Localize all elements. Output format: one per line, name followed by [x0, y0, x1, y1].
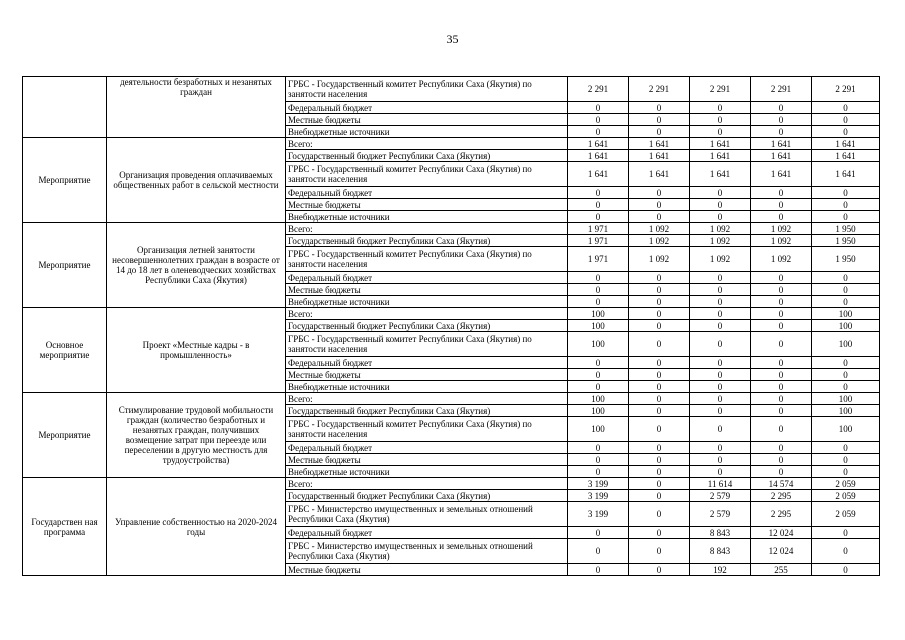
value-cell: 3 199 — [568, 490, 629, 502]
value-cell: 0 — [812, 211, 880, 223]
value-cell: 0 — [629, 393, 690, 405]
value-cell: 0 — [690, 296, 751, 308]
value-cell: 192 — [690, 564, 751, 576]
funding-source-cell: Внебюджетные источники — [286, 126, 568, 138]
value-cell: 0 — [812, 114, 880, 126]
value-cell: 0 — [568, 369, 629, 381]
value-cell: 2 291 — [568, 77, 629, 102]
value-cell: 0 — [629, 478, 690, 490]
funding-source-cell: Государственный бюджет Республики Саха (Якутия) — [286, 320, 568, 332]
value-cell: 0 — [690, 442, 751, 454]
funding-source-cell: Федеральный бюджет — [286, 357, 568, 369]
value-cell: 2 295 — [751, 490, 812, 502]
value-cell: 0 — [690, 466, 751, 478]
page-number: 35 — [446, 32, 459, 46]
funding-source-cell: Местные бюджеты — [286, 114, 568, 126]
funding-source-cell: ГРБС - Министерство имущественных и земельных отношений Республики Саха (Якутия) — [286, 502, 568, 527]
value-cell: 0 — [690, 114, 751, 126]
value-cell: 2 291 — [751, 77, 812, 102]
value-cell: 1 092 — [690, 235, 751, 247]
value-cell: 0 — [629, 502, 690, 527]
funding-source-cell: Внебюджетные источники — [286, 211, 568, 223]
value-cell: 0 — [812, 187, 880, 199]
value-cell: 0 — [751, 442, 812, 454]
value-cell: 0 — [568, 126, 629, 138]
value-cell: 0 — [751, 393, 812, 405]
value-cell: 0 — [629, 539, 690, 564]
row-name-cell: Организация летней занятости несовершеннолетних граждан в возрасте от 14 до 18 лет в оленеводческих хозяйствах Республики Саха (Якутия) — [107, 223, 286, 308]
funding-source-cell: Государственный бюджет Республики Саха (Якутия) — [286, 490, 568, 502]
value-cell: 1 641 — [568, 162, 629, 187]
value-cell: 11 614 — [690, 478, 751, 490]
funding-source-cell: ГРБС - Государственный комитет Республики Саха (Якутия) по занятости населения — [286, 417, 568, 442]
value-cell: 3 199 — [568, 502, 629, 527]
value-cell: 0 — [812, 564, 880, 576]
value-cell: 0 — [751, 308, 812, 320]
funding-source-cell: Всего: — [286, 393, 568, 405]
funding-source-cell: Всего: — [286, 478, 568, 490]
funding-source-cell: Государственный бюджет Республики Саха (Якутия) — [286, 235, 568, 247]
value-cell: 1 092 — [629, 223, 690, 235]
value-cell: 0 — [812, 357, 880, 369]
value-cell: 0 — [690, 417, 751, 442]
value-cell: 0 — [690, 357, 751, 369]
value-cell: 1 641 — [812, 162, 880, 187]
value-cell: 0 — [568, 381, 629, 393]
value-cell: 0 — [629, 296, 690, 308]
value-cell: 0 — [751, 320, 812, 332]
value-cell: 100 — [812, 320, 880, 332]
value-cell: 0 — [812, 454, 880, 466]
value-cell: 0 — [751, 357, 812, 369]
value-cell: 0 — [812, 466, 880, 478]
value-cell: 0 — [690, 284, 751, 296]
row-type-cell: Мероприятие — [23, 138, 107, 223]
row-name-cell: Стимулирование трудовой мобильности граждан (количество безработных и незанятых граждан, получивших возмещение затрат при переезде или переселении в другую местность для трудоустройства) — [107, 393, 286, 478]
funding-source-cell: ГРБС - Министерство имущественных и земельных отношений Республики Саха (Якутия) — [286, 539, 568, 564]
budget-table — [22, 76, 880, 576]
value-cell: 0 — [568, 187, 629, 199]
value-cell: 0 — [629, 454, 690, 466]
funding-source-cell: Всего: — [286, 223, 568, 235]
value-cell: 0 — [812, 199, 880, 211]
value-cell: 0 — [568, 357, 629, 369]
value-cell: 100 — [568, 320, 629, 332]
row-type-cell — [23, 77, 107, 138]
funding-source-cell: Государственный бюджет Республики Саха (Якутия) — [286, 150, 568, 162]
value-cell: 0 — [568, 102, 629, 114]
value-cell: 0 — [629, 369, 690, 381]
value-cell: 2 059 — [812, 478, 880, 490]
value-cell: 100 — [568, 393, 629, 405]
value-cell: 0 — [690, 332, 751, 357]
value-cell: 0 — [812, 527, 880, 539]
value-cell: 1 092 — [751, 247, 812, 272]
value-cell: 0 — [629, 417, 690, 442]
value-cell: 0 — [629, 466, 690, 478]
value-cell: 0 — [812, 296, 880, 308]
value-cell: 2 295 — [751, 502, 812, 527]
funding-source-cell: Федеральный бюджет — [286, 187, 568, 199]
value-cell: 1 971 — [568, 223, 629, 235]
value-cell: 0 — [751, 381, 812, 393]
value-cell: 0 — [690, 126, 751, 138]
funding-source-cell: ГРБС - Государственный комитет Республики Саха (Якутия) по занятости населения — [286, 77, 568, 102]
table-row — [23, 393, 880, 405]
value-cell: 1 092 — [629, 235, 690, 247]
value-cell: 0 — [690, 381, 751, 393]
value-cell: 1 641 — [812, 150, 880, 162]
row-type-cell: Мероприятие — [23, 223, 107, 308]
row-type-cell: Основное мероприятие — [23, 308, 107, 393]
value-cell: 1 950 — [812, 223, 880, 235]
funding-source-cell: Федеральный бюджет — [286, 272, 568, 284]
value-cell: 1 641 — [690, 150, 751, 162]
value-cell: 100 — [812, 332, 880, 357]
value-cell: 0 — [629, 102, 690, 114]
funding-source-cell: Федеральный бюджет — [286, 442, 568, 454]
value-cell: 100 — [568, 417, 629, 442]
value-cell: 0 — [629, 527, 690, 539]
funding-source-cell: Государственный бюджет Республики Саха (Якутия) — [286, 405, 568, 417]
value-cell: 0 — [751, 126, 812, 138]
value-cell: 1 092 — [751, 235, 812, 247]
table-row — [23, 138, 880, 150]
value-cell: 0 — [568, 272, 629, 284]
value-cell: 1 950 — [812, 247, 880, 272]
value-cell: 1 092 — [629, 247, 690, 272]
value-cell: 0 — [690, 308, 751, 320]
row-type-cell: Мероприятие — [23, 393, 107, 478]
value-cell: 0 — [629, 564, 690, 576]
value-cell: 2 579 — [690, 502, 751, 527]
value-cell: 3 199 — [568, 478, 629, 490]
value-cell: 0 — [690, 199, 751, 211]
value-cell: 1 641 — [812, 138, 880, 150]
value-cell: 0 — [812, 539, 880, 564]
value-cell: 0 — [568, 539, 629, 564]
value-cell: 0 — [629, 126, 690, 138]
funding-source-cell: Федеральный бюджет — [286, 102, 568, 114]
value-cell: 0 — [629, 332, 690, 357]
value-cell: 0 — [812, 272, 880, 284]
value-cell: 0 — [690, 454, 751, 466]
value-cell: 100 — [568, 308, 629, 320]
value-cell: 0 — [812, 284, 880, 296]
value-cell: 0 — [751, 369, 812, 381]
value-cell: 0 — [690, 405, 751, 417]
value-cell: 0 — [812, 381, 880, 393]
value-cell: 0 — [568, 466, 629, 478]
value-cell: 1 950 — [812, 235, 880, 247]
funding-source-cell: Местные бюджеты — [286, 199, 568, 211]
value-cell: 0 — [629, 308, 690, 320]
value-cell: 0 — [629, 272, 690, 284]
value-cell: 0 — [568, 296, 629, 308]
value-cell: 8 843 — [690, 539, 751, 564]
value-cell: 0 — [568, 454, 629, 466]
value-cell: 0 — [629, 405, 690, 417]
value-cell: 0 — [690, 102, 751, 114]
table-row — [23, 223, 880, 235]
value-cell: 100 — [812, 417, 880, 442]
value-cell: 1 092 — [690, 247, 751, 272]
funding-source-cell: Местные бюджеты — [286, 284, 568, 296]
value-cell: 0 — [629, 381, 690, 393]
funding-source-cell: Всего: — [286, 138, 568, 150]
value-cell: 1 641 — [629, 162, 690, 187]
value-cell: 0 — [751, 114, 812, 126]
value-cell: 0 — [568, 284, 629, 296]
value-cell: 8 843 — [690, 527, 751, 539]
value-cell: 0 — [690, 369, 751, 381]
value-cell: 14 574 — [751, 478, 812, 490]
funding-source-cell: Всего: — [286, 308, 568, 320]
value-cell: 1 092 — [751, 223, 812, 235]
value-cell: 1 641 — [568, 150, 629, 162]
value-cell: 0 — [690, 272, 751, 284]
value-cell: 0 — [812, 369, 880, 381]
value-cell: 2 291 — [812, 77, 880, 102]
value-cell: 0 — [568, 442, 629, 454]
value-cell: 100 — [568, 405, 629, 417]
value-cell: 0 — [568, 211, 629, 223]
value-cell: 12 024 — [751, 527, 812, 539]
value-cell: 0 — [568, 199, 629, 211]
value-cell: 0 — [629, 490, 690, 502]
value-cell: 255 — [751, 564, 812, 576]
value-cell: 0 — [751, 187, 812, 199]
value-cell: 0 — [629, 114, 690, 126]
row-name-cell: Управление собственностью на 2020-2024 годы — [107, 478, 286, 576]
value-cell: 0 — [629, 199, 690, 211]
value-cell: 0 — [629, 442, 690, 454]
value-cell: 1 641 — [568, 138, 629, 150]
value-cell: 1 092 — [690, 223, 751, 235]
funding-source-cell: ГРБС - Государственный комитет Республики Саха (Якутия) по занятости населения — [286, 162, 568, 187]
value-cell: 1 641 — [690, 138, 751, 150]
funding-source-cell: Внебюджетные источники — [286, 466, 568, 478]
value-cell: 100 — [812, 405, 880, 417]
funding-source-cell: Местные бюджеты — [286, 454, 568, 466]
value-cell: 0 — [629, 211, 690, 223]
row-type-cell: Государствен ная программа — [23, 478, 107, 576]
value-cell: 0 — [751, 417, 812, 442]
value-cell: 2 579 — [690, 490, 751, 502]
value-cell: 0 — [812, 126, 880, 138]
value-cell: 1 641 — [751, 150, 812, 162]
funding-source-cell: Федеральный бюджет — [286, 527, 568, 539]
value-cell: 2 291 — [690, 77, 751, 102]
value-cell: 0 — [812, 442, 880, 454]
value-cell: 0 — [751, 466, 812, 478]
value-cell: 0 — [568, 527, 629, 539]
value-cell: 0 — [751, 102, 812, 114]
value-cell: 100 — [812, 308, 880, 320]
value-cell: 1 641 — [690, 162, 751, 187]
row-name-cell: Проект «Местные кадры - в промышленность» — [107, 308, 286, 393]
value-cell: 0 — [629, 357, 690, 369]
value-cell: 0 — [751, 405, 812, 417]
value-cell: 100 — [812, 393, 880, 405]
table-row — [23, 308, 880, 320]
row-name-cell: Организация проведения оплачиваемых общественных работ в сельской местности — [107, 138, 286, 223]
funding-source-cell: ГРБС - Государственный комитет Республики Саха (Якутия) по занятости населения — [286, 247, 568, 272]
value-cell: 0 — [751, 272, 812, 284]
funding-source-cell: Местные бюджеты — [286, 564, 568, 576]
value-cell: 2 059 — [812, 502, 880, 527]
value-cell: 0 — [629, 187, 690, 199]
funding-source-cell: Внебюджетные источники — [286, 381, 568, 393]
funding-source-cell: ГРБС - Государственный комитет Республики Саха (Якутия) по занятости населения — [286, 332, 568, 357]
value-cell: 0 — [690, 187, 751, 199]
value-cell: 12 024 — [751, 539, 812, 564]
value-cell: 0 — [751, 199, 812, 211]
value-cell: 0 — [629, 284, 690, 296]
value-cell: 0 — [690, 320, 751, 332]
budget-table-body — [23, 77, 880, 576]
value-cell: 100 — [568, 332, 629, 357]
table-row — [23, 77, 880, 102]
value-cell: 2 291 — [629, 77, 690, 102]
value-cell: 1 641 — [751, 138, 812, 150]
table-row — [23, 478, 880, 490]
value-cell: 0 — [568, 564, 629, 576]
value-cell: 0 — [568, 114, 629, 126]
value-cell: 0 — [690, 211, 751, 223]
row-name-cell: деятельности безработных и незанятых граждан — [107, 77, 286, 138]
value-cell: 0 — [751, 211, 812, 223]
value-cell: 0 — [812, 102, 880, 114]
value-cell: 0 — [751, 284, 812, 296]
value-cell: 1 971 — [568, 235, 629, 247]
value-cell: 2 059 — [812, 490, 880, 502]
value-cell: 0 — [751, 296, 812, 308]
funding-source-cell: Внебюджетные источники — [286, 296, 568, 308]
value-cell: 0 — [751, 332, 812, 357]
funding-source-cell: Местные бюджеты — [286, 369, 568, 381]
value-cell: 1 641 — [629, 150, 690, 162]
value-cell: 1 971 — [568, 247, 629, 272]
value-cell: 1 641 — [629, 138, 690, 150]
value-cell: 1 641 — [751, 162, 812, 187]
value-cell: 0 — [751, 454, 812, 466]
value-cell: 0 — [690, 393, 751, 405]
value-cell: 0 — [629, 320, 690, 332]
